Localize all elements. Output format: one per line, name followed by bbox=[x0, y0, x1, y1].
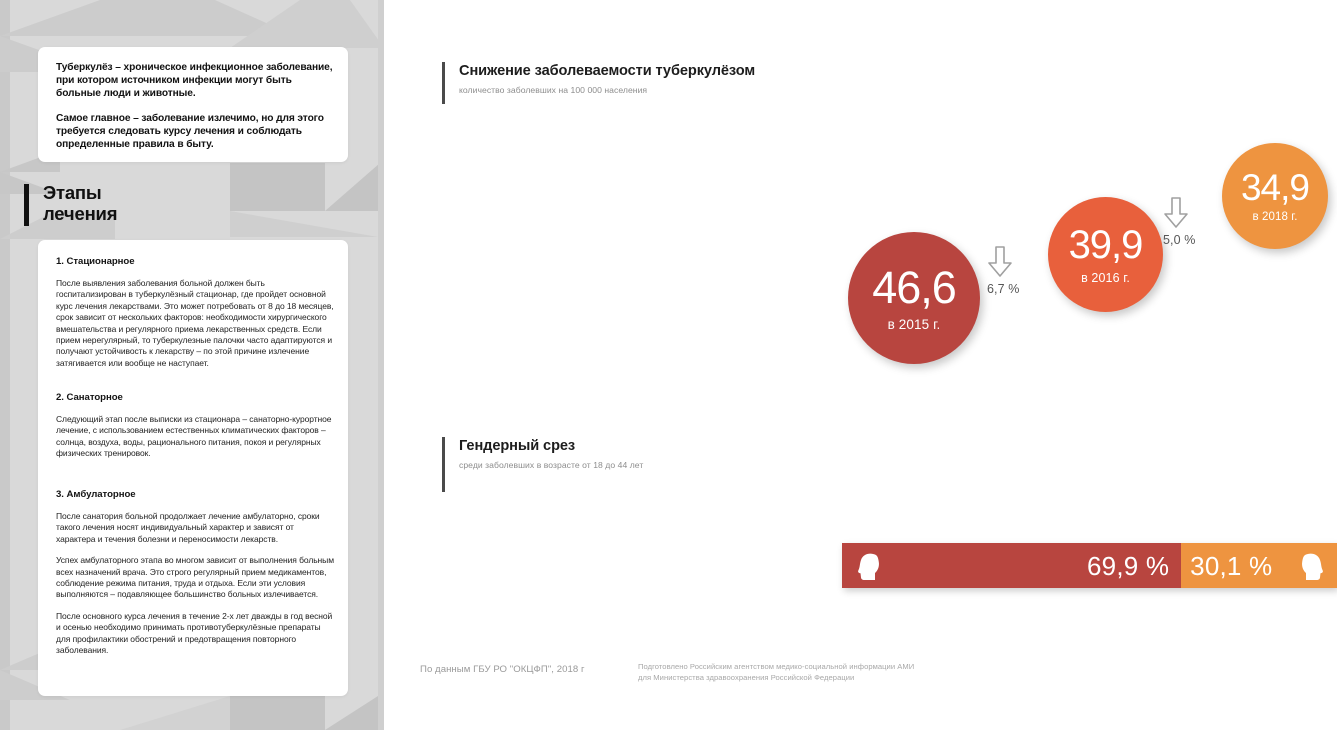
stage-2-paragraph: Следующий этап после выписки из стационара – санаторно-курортное лечение, с использованием естественных климатических факторов – солнца, воздуха, воды, рационального питания, покоя и регулярных физических тренировок. bbox=[56, 414, 332, 459]
right-panel bbox=[384, 0, 1309, 730]
decor-triangle-14 bbox=[120, 696, 230, 730]
stage-3-body bbox=[56, 511, 334, 656]
stage-1-title: 1. Стационарное bbox=[56, 256, 135, 267]
footer-source: По данным ГБУ РО "ОКЦФП", 2018 г bbox=[420, 664, 585, 675]
decor-triangle-8 bbox=[325, 163, 380, 211]
decline-2016-label: 6,7 % bbox=[987, 282, 1020, 296]
gender-subtitle: среди заболевших в возрасте от 18 до 44 лет bbox=[459, 460, 644, 470]
gender-segment-male bbox=[842, 543, 1181, 588]
incidence-subtitle: количество заболевших на 100 000 населения bbox=[459, 85, 648, 95]
stage-3-title: 3. Амбулаторное bbox=[56, 489, 136, 500]
footer-credit bbox=[638, 662, 914, 683]
stages-card bbox=[38, 240, 348, 696]
stages-heading bbox=[24, 182, 117, 226]
bubble-2015 bbox=[848, 232, 980, 364]
bubble-2015-year: в 2015 г. bbox=[887, 316, 941, 332]
bubble-2018 bbox=[1222, 143, 1328, 249]
decline-2016 bbox=[987, 246, 1019, 296]
stage-1-body bbox=[56, 278, 334, 369]
arrow-down-icon bbox=[987, 246, 1013, 278]
stage-2-body bbox=[56, 414, 334, 460]
gender-section-heading bbox=[442, 437, 643, 492]
incidence-section-heading bbox=[442, 62, 755, 104]
left-panel bbox=[0, 0, 378, 730]
footer-credit-line-2: для Министерства здравоохранения Российской Федерации bbox=[638, 672, 855, 682]
stage-2-title: 2. Санаторное bbox=[56, 392, 123, 403]
bubble-2015-value: 46,6 bbox=[872, 261, 956, 313]
intro-paragraph-2: Самое главное – заболевание излечимо, но для этого требуется следовать курсу лечения и соблюдать определенные правила в быту. bbox=[56, 112, 324, 151]
decor-triangle-1 bbox=[0, 0, 100, 36]
intro-paragraph-1: Туберкулёз – хроническое инфекционное заболевание, при котором источником инфекции могут быть больные люди и животные. bbox=[56, 62, 333, 100]
incidence-accent-bar bbox=[442, 62, 445, 104]
female-head-icon bbox=[1299, 551, 1325, 581]
intro-text bbox=[56, 61, 334, 151]
gender-segment-female bbox=[1181, 543, 1337, 588]
male-head-icon bbox=[856, 551, 882, 581]
stages-heading-text: Этапы лечения bbox=[43, 182, 118, 224]
decor-triangle-13 bbox=[325, 696, 378, 730]
stage-item-2 bbox=[56, 392, 334, 460]
stage-1-paragraph: После выявления заболевания больной должен быть госпитализирован в туберкулёзный стационар, где пройдет основной курс лечения лекарствами. Это может потребовать от 8 до 18 месяцев, срок зависит от нескольких факторов: необходимости хирургического вмешательства и регулярного приема лекарственных средств. Если прием нерегулярный, то туберкулезные палочки часто адаптируются и получают устойчивость к лекарству – по этой причине излечение затягивается или вообще не наступает. bbox=[56, 278, 334, 368]
decline-2018-label: 5,0 % bbox=[1163, 233, 1196, 247]
bubble-2016 bbox=[1048, 197, 1163, 312]
decor-band-3 bbox=[230, 163, 325, 211]
stage-3-paragraph-3: После основного курса лечения в течение 2-х лет дважды в год весной и осенью необходимо принимать противотуберкулёзные препараты для профилактики обострений и предотвращения повторного заболевания. bbox=[56, 610, 333, 656]
stage-3-paragraph-1: После санатория больной продолжает лечение амбулаторно, сроки такого лечения носят индивидуальный характер и зависят от характера и течения болезни и переносимости лекарств. bbox=[56, 511, 320, 544]
stages-accent-bar bbox=[24, 184, 29, 226]
stage-3-paragraph-2: Успех амбулаторного этапа во многом зависит от выполнения больным всех назначений врача. Это строго регулярный прием медикаментов, соблюдение режима питания, труда и отдыха. Если эти условия выполняются – подавляющее большинство больных излечивается. bbox=[56, 555, 334, 600]
decor-triangle-9 bbox=[230, 211, 378, 237]
footer-credit-line-1: Подготовлено Российским агентством медико-социальной информации АМИ bbox=[638, 662, 915, 671]
incidence-title: Снижение заболеваемости туберкулёзом bbox=[459, 63, 756, 79]
decor-band-6 bbox=[230, 696, 325, 730]
stage-item-1 bbox=[56, 256, 334, 369]
gender-title: Гендерный срез bbox=[459, 438, 576, 454]
decor-band-2 bbox=[300, 0, 350, 48]
intro-card bbox=[38, 47, 348, 162]
bubble-2018-year: в 2018 г. bbox=[1252, 210, 1298, 223]
gender-bar bbox=[842, 543, 1337, 588]
decor-triangle-4 bbox=[230, 0, 300, 48]
stage-item-3 bbox=[56, 489, 334, 656]
arrow-down-icon bbox=[1163, 197, 1189, 229]
male-percent: 69,9 % bbox=[1087, 550, 1170, 581]
decor-band-1 bbox=[100, 0, 215, 36]
bubble-2016-year: в 2016 г. bbox=[1081, 270, 1130, 285]
female-percent: 30,1 % bbox=[1190, 550, 1273, 581]
gender-accent-bar bbox=[442, 437, 445, 492]
decline-2018 bbox=[1163, 197, 1195, 247]
bubble-2016-value: 39,9 bbox=[1068, 222, 1143, 267]
left-edge-strip bbox=[0, 0, 10, 730]
bubble-2018-value: 34,9 bbox=[1240, 166, 1309, 208]
